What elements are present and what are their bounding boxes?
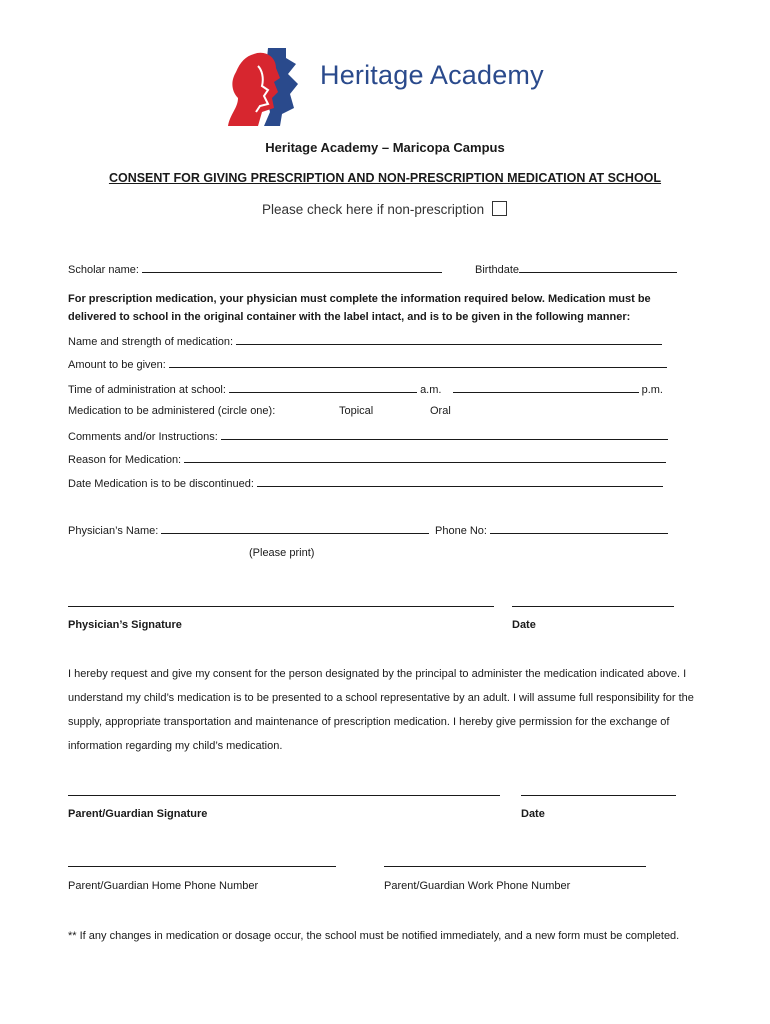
physician-date-label: Date: [512, 619, 536, 631]
form-title: CONSENT FOR GIVING PRESCRIPTION AND NON-PRESCRIPTION MEDICATION AT SCHOOL: [108, 171, 662, 185]
physician-phone-label: Phone No:: [435, 525, 487, 537]
discontinued-label: Date Medication is to be discontinued:: [68, 478, 254, 490]
prescription-notice: For prescription medication, your physician must complete the information required below. Medication must be delivered to school in the original container with the label intact, and is to be given in the following manner:: [68, 293, 651, 323]
discontinued-field[interactable]: [257, 476, 663, 487]
birthdate-row: [475, 262, 677, 276]
administered-label: Medication to be administered (circle one):: [68, 405, 276, 417]
name-strength-field[interactable]: [236, 334, 662, 345]
heritage-academy-logo-icon: [224, 48, 302, 126]
home-phone-line[interactable]: [68, 866, 336, 867]
campus-heading: Heritage Academy – Maricopa Campus: [265, 140, 505, 155]
parent-date-line[interactable]: [521, 795, 676, 796]
nonprescription-checkbox[interactable]: [492, 201, 507, 216]
birthdate-field[interactable]: [519, 262, 677, 273]
physician-name-row: [68, 523, 429, 537]
time-row: [68, 382, 663, 396]
comments-row: [68, 429, 668, 443]
scholar-name-label: Scholar name:: [68, 264, 139, 276]
physician-name-label: Physician’s Name:: [68, 525, 159, 537]
physician-phone-row: [435, 523, 668, 537]
physician-name-field[interactable]: [161, 523, 429, 534]
physician-signature-line[interactable]: [68, 606, 494, 607]
topical-option[interactable]: Topical: [339, 405, 374, 417]
reason-field[interactable]: [184, 452, 666, 463]
scholar-name-field[interactable]: [142, 262, 442, 273]
physician-signature-label: Physician’s Signature: [68, 619, 182, 631]
comments-label: Comments and/or Instructions:: [68, 431, 218, 443]
amount-row: [68, 357, 667, 371]
brand-name: Heritage Academy: [320, 60, 544, 90]
time-pm-field[interactable]: [453, 382, 639, 393]
time-label: Time of administration at school:: [68, 384, 226, 396]
physician-phone-field[interactable]: [490, 523, 668, 534]
oral-option[interactable]: Oral: [430, 405, 451, 417]
name-strength-row: [68, 334, 662, 348]
consent-paragraph: I hereby request and give my consent for the person designated by the principal to administer the medication indicated above. I understand my child’s medication is to be presented to a school representative by an adult. I will assume full responsibility for the supply, appropriate transportation and maintenance of prescription medication. I hereby give permission for the exchange of information regarding my child’s medication.: [68, 668, 694, 752]
parent-signature-line[interactable]: [68, 795, 500, 796]
footer-note: ** If any changes in medication or dosage occur, the school must be notified immediately, and a new form must be completed.: [68, 930, 680, 942]
name-strength-label: Name and strength of medication:: [68, 336, 234, 348]
work-phone-label: Parent/Guardian Work Phone Number: [384, 880, 571, 892]
parent-date-label: Date: [521, 808, 545, 820]
physician-date-line[interactable]: [512, 606, 674, 607]
work-phone-line[interactable]: [384, 866, 646, 867]
pm-label: p.m.: [641, 384, 663, 396]
discontinued-row: [68, 476, 663, 490]
nonprescription-label: Please check here if non-prescription: [262, 202, 485, 217]
parent-signature-label: Parent/Guardian Signature: [68, 808, 208, 820]
nonprescription-row: [262, 201, 507, 217]
birthdate-label: Birthdate: [475, 264, 520, 276]
reason-label: Reason for Medication:: [68, 454, 182, 466]
am-label: a.m.: [420, 384, 442, 396]
print-note: (Please print): [249, 547, 315, 559]
comments-field[interactable]: [221, 429, 668, 440]
time-am-field[interactable]: [229, 382, 417, 393]
amount-label: Amount to be given:: [68, 359, 166, 371]
reason-row: [68, 452, 666, 466]
amount-field[interactable]: [169, 357, 667, 368]
home-phone-label: Parent/Guardian Home Phone Number: [68, 880, 259, 892]
scholar-name-row: [68, 262, 442, 276]
